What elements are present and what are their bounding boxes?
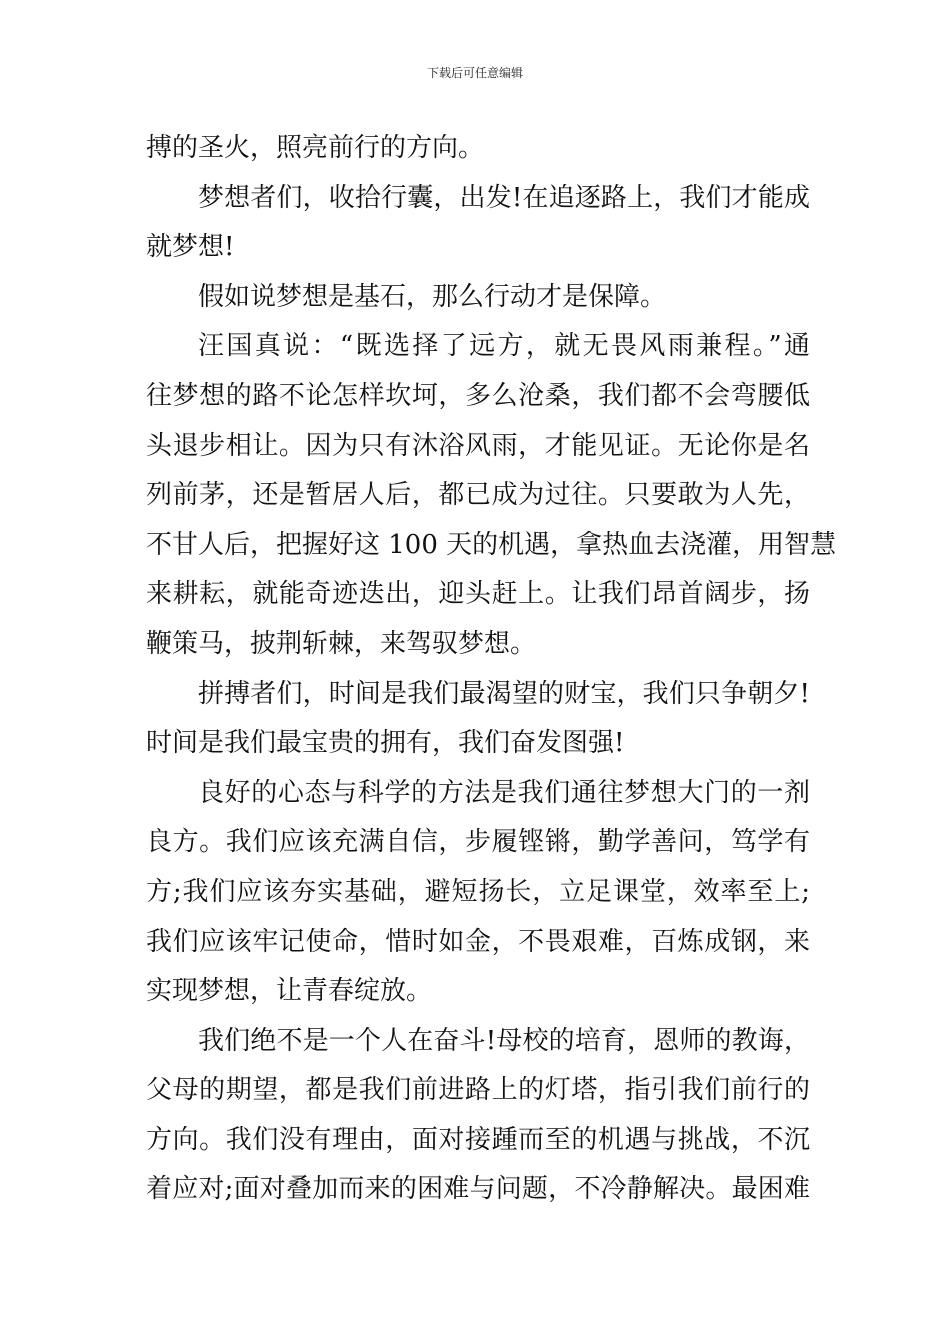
text-line: 往梦想的路不论怎样坎坷，多么沧桑，我们都不会弯腰低 (146, 380, 810, 411)
text-line: 列前茅，还是暂居人后，都已成为过往。只要敢为人先， (146, 480, 810, 511)
text-line: 搏的圣火，照亮前行的方向。 (146, 133, 485, 163)
text-line: 良方。我们应该充满自信，步履铿锵，勤学善问，笃学有 (146, 827, 810, 858)
text-line: 良好的心态与科学的方法是我们通往梦想大门的一剂 (198, 777, 810, 808)
text-line: 着应对;面对叠加而来的困难与问题，不冷静解决。最困难 (146, 1174, 810, 1205)
text-line: 父母的期望，都是我们前进路上的灯塔，指引我们前行的 (146, 1075, 810, 1106)
text-line: 汪国真说：“既选择了远方，就无畏风雨兼程。”通 (198, 331, 810, 362)
text-line: 我们应该牢记使命，惜时如金，不畏艰难，百炼成钢，来 (146, 926, 810, 957)
text-line: 时间是我们最宝贵的拥有，我们奋发图强! (146, 728, 625, 759)
text-line: 假如说梦想是基石，那么行动才是保障。 (198, 281, 667, 312)
text-line: 方向。我们没有理由，面对接踵而至的机遇与挑战，不沉 (146, 1124, 810, 1155)
text-line: 方;我们应该夯实基础，避短扬长，立足课堂，效率至上; (146, 876, 810, 907)
text-line: 梦想者们，收拾行囊，出发!在追逐路上，我们才能成 (198, 182, 810, 213)
text-line: 就梦想! (146, 232, 235, 263)
text-line: 来耕耘，就能奇迹迭出，迎头赶上。让我们昂首阔步，扬 (146, 579, 810, 610)
text-line: 拼搏者们，时间是我们最渴望的财宝，我们只争朝夕! (198, 678, 810, 709)
text-line: 鞭策马，披荆斩棘，来驾驭梦想。 (146, 628, 537, 659)
page-header: 下载后可任意编辑 (426, 66, 523, 80)
body-text (146, 124, 837, 1215)
text-line: 我们绝不是一个人在奋斗!母校的培育，恩师的教诲， (198, 1025, 810, 1056)
text-line: 实现梦想，让青春绽放。 (146, 976, 433, 1007)
text-line: 头退步相让。因为只有沐浴风雨，才能见证。无论你是名 (146, 430, 810, 461)
text-line: 不甘人后，把握好这 100 天的机遇，拿热血去浇灌，用智慧 (146, 529, 837, 560)
